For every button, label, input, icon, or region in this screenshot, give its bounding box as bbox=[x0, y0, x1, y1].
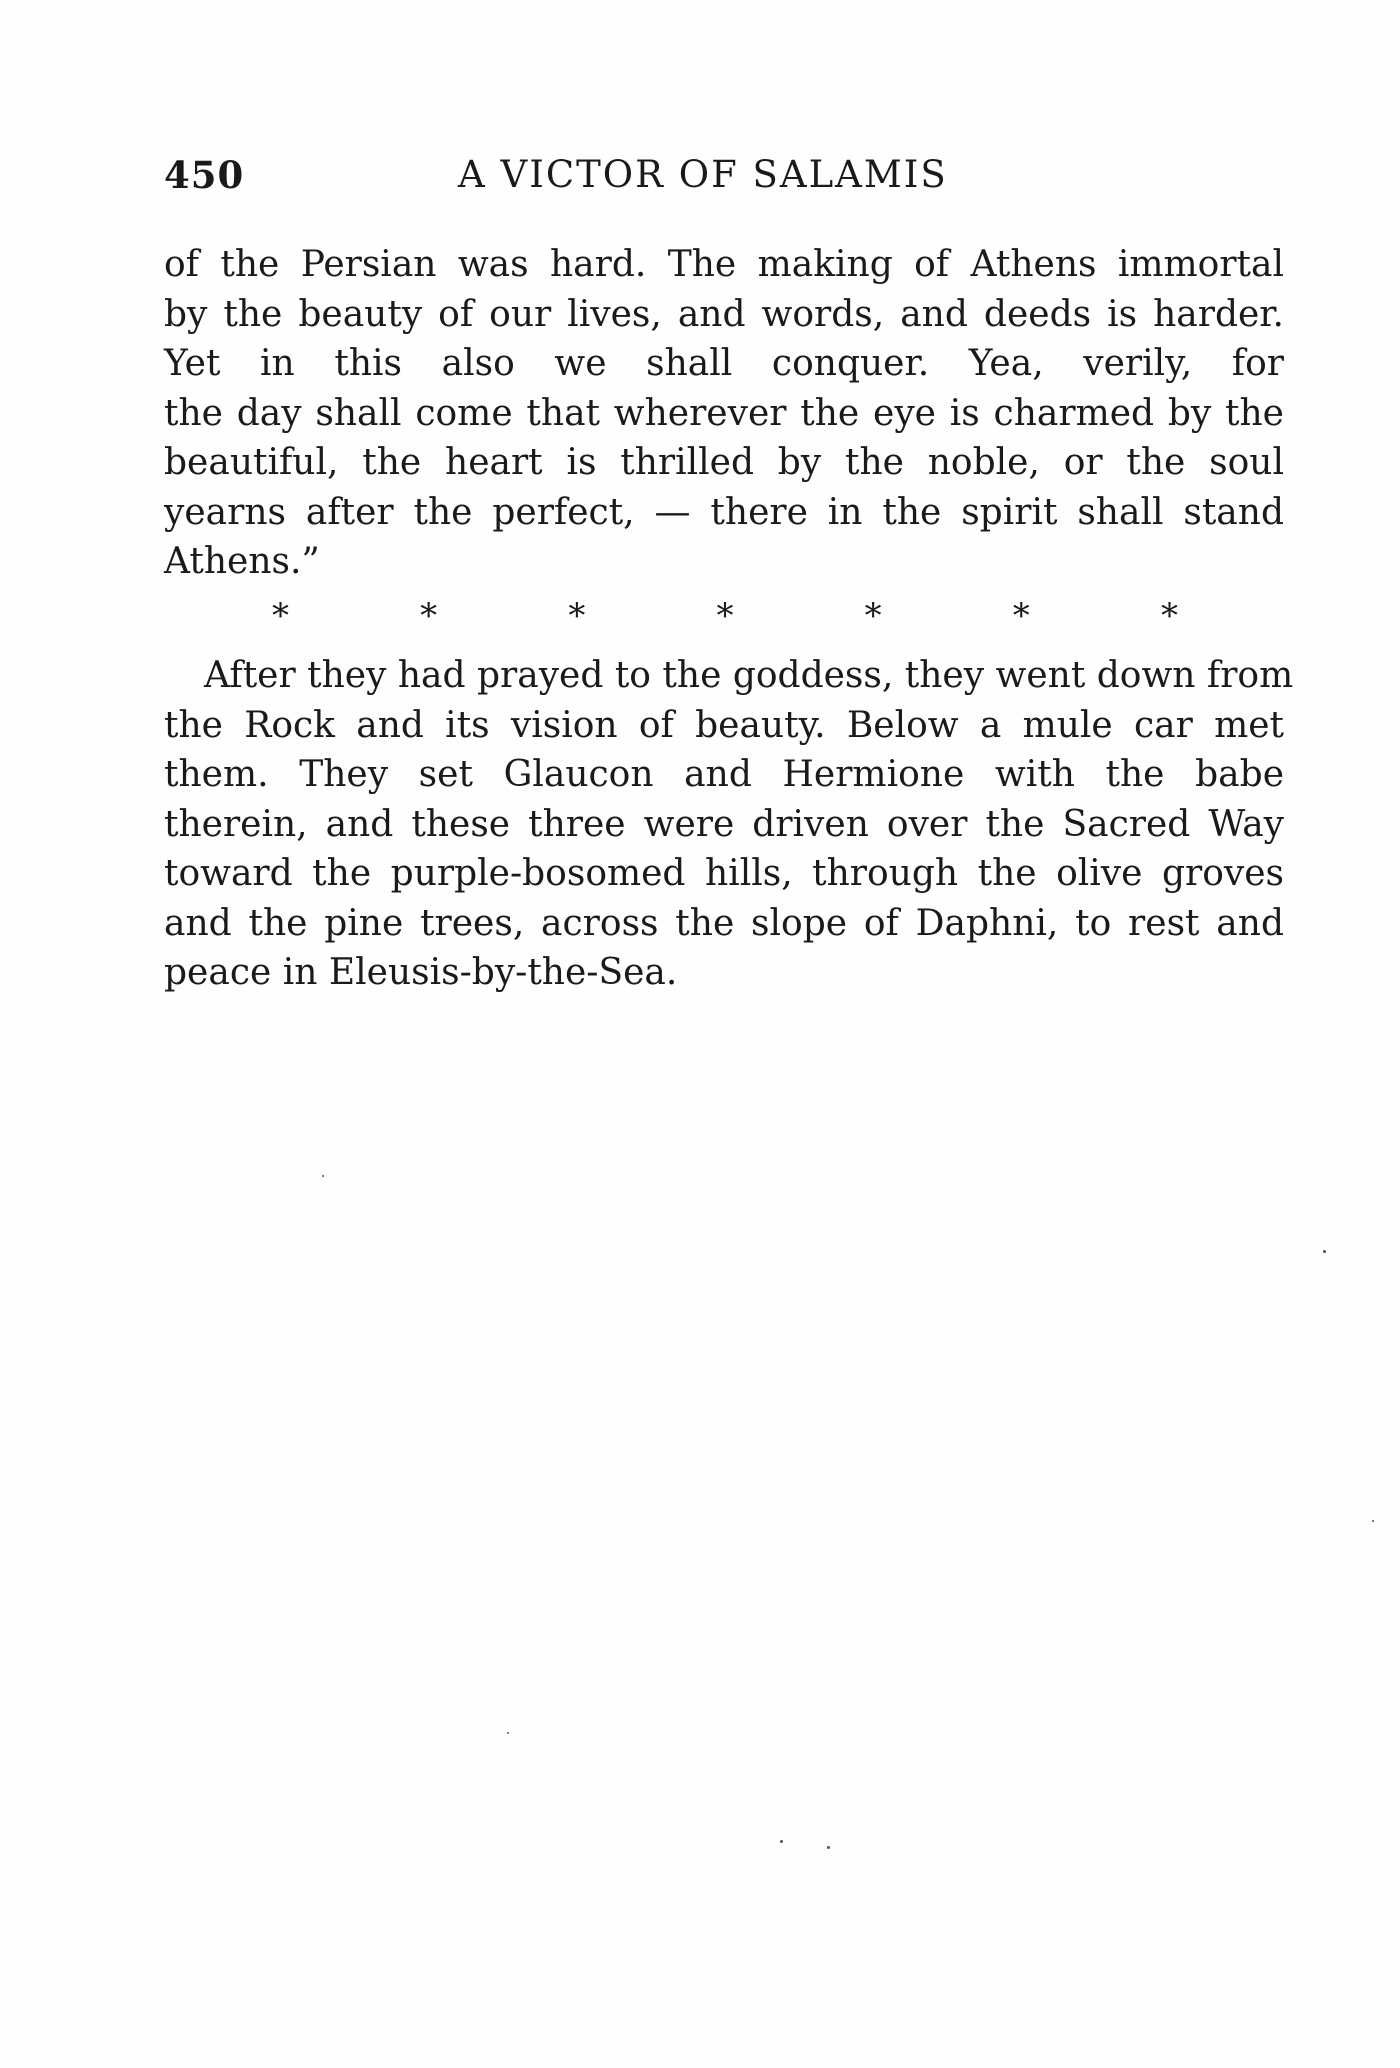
separator-star: * bbox=[272, 596, 289, 636]
page-number: 450 bbox=[164, 153, 245, 197]
separator-star: * bbox=[1160, 596, 1178, 636]
paper-speck bbox=[1372, 1520, 1374, 1522]
paragraph-line: of the Persian was hard. The making of Athens immortal bbox=[164, 244, 1284, 285]
paragraph-line: by the beauty of our lives, and words, and deeds is harder. bbox=[164, 293, 1284, 335]
paragraph-line: peace in Eleusis-by-the-Sea. bbox=[164, 952, 678, 993]
separator-star: * bbox=[420, 596, 438, 636]
separator-star: * bbox=[1012, 596, 1030, 636]
paragraph-line: yearns after the perfect, — there in the spirit shall stand bbox=[164, 491, 1284, 533]
running-title: A VICTOR OF SALAMIS bbox=[458, 153, 948, 196]
paragraph-line: the Rock and its vision of beauty. Below a mule car met bbox=[164, 704, 1284, 746]
paragraph-2 bbox=[164, 651, 1294, 998]
paragraph-line: beautiful, the heart is thrilled by the noble, or the soul bbox=[164, 442, 1284, 483]
paper-speck bbox=[780, 1840, 783, 1843]
paragraph-line: After they had prayed to the goddess, they went down from bbox=[204, 655, 1294, 696]
paragraph-line: them. They set Glaucon and Hermione with the babe bbox=[164, 754, 1284, 795]
page-header bbox=[164, 150, 1284, 200]
separator-star: * bbox=[568, 596, 586, 636]
paragraph-line: therein, and these three were driven over the Sacred Way bbox=[164, 803, 1284, 845]
paper-speck bbox=[322, 1175, 324, 1177]
paragraph-line: toward the purple-bosomed hills, through the olive groves bbox=[164, 853, 1284, 894]
separator-star: * bbox=[716, 596, 734, 636]
paper-speck bbox=[827, 1846, 830, 1849]
paper-speck bbox=[1323, 1250, 1326, 1253]
paragraph-line: and the pine trees, across the slope of Daphni, to rest and bbox=[164, 902, 1284, 944]
separator-star: * bbox=[864, 596, 882, 636]
paper-speck bbox=[507, 1732, 509, 1734]
paragraph-line: the day shall come that wherever the eye is charmed by the bbox=[164, 392, 1284, 434]
paragraph-line: Athens.” bbox=[164, 541, 320, 582]
paragraph-line: Yet in this also we shall conquer. Yea, verily, for bbox=[164, 343, 1284, 384]
section-separator bbox=[272, 596, 1178, 636]
paragraph-1 bbox=[164, 240, 1284, 587]
